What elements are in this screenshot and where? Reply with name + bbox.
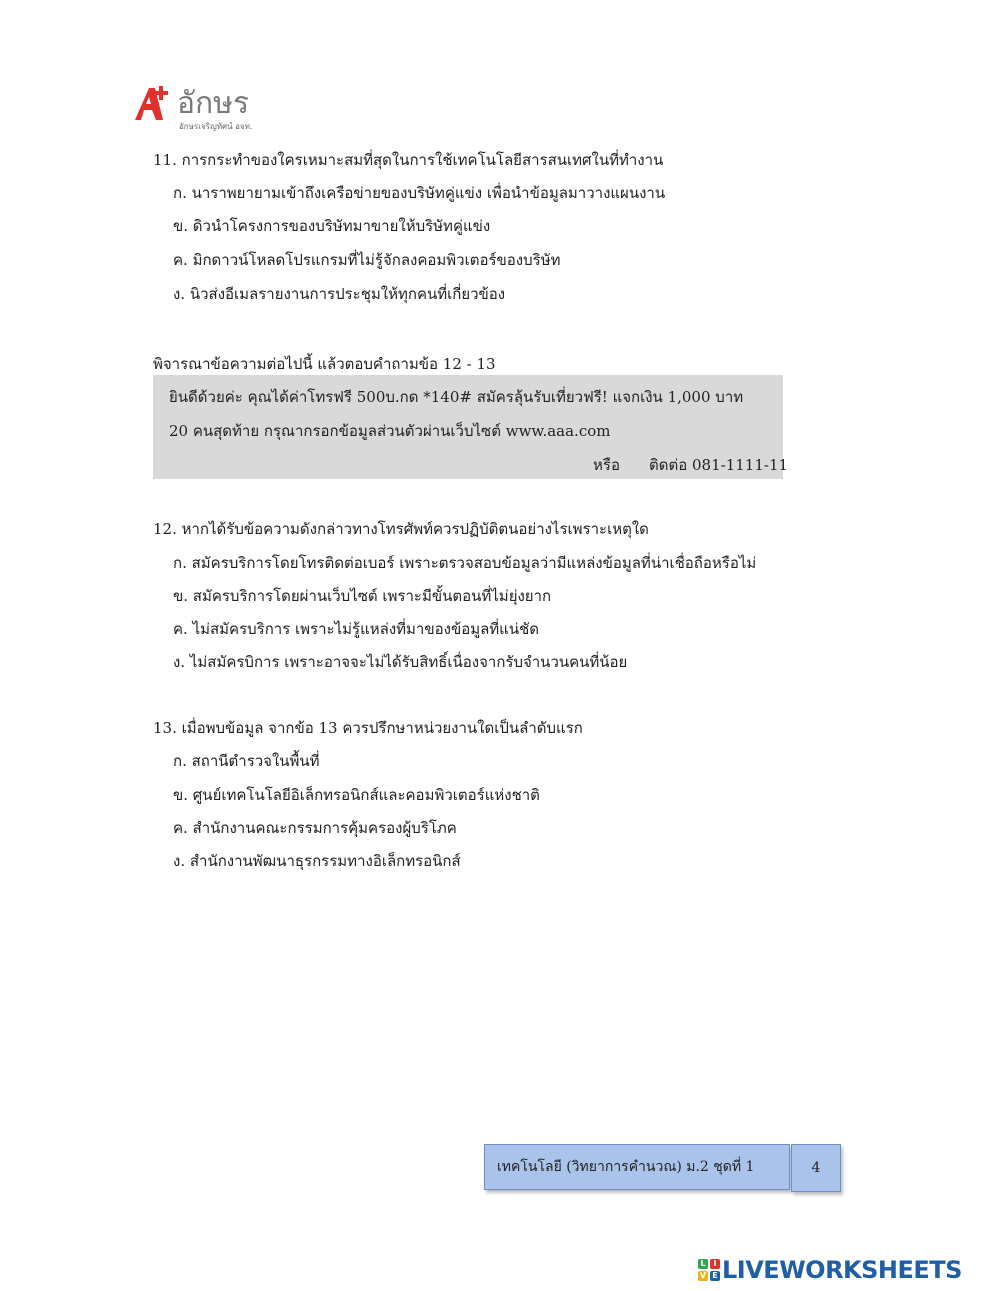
q11-option-d: ง. นิวส่งอีเมลรายงานการประชุมให้ทุกคนที่เกี่ยวข้อง [173, 285, 506, 303]
q12-option-c: ค. ไม่สมัครบริการ เพราะไม่รู้แหล่งที่มาของข้อมูลที่แน่ชัด [173, 620, 540, 638]
message-or: หรือ [593, 456, 620, 474]
question-12: 12. หากได้รับข้อความดังกล่าวทางโทรศัพท์ควรปฏิบัติตนอย่างไรเพราะเหตุใด [153, 520, 649, 538]
message-line-1: ยินดีด้วยค่ะ คุณได้ค่าโทรฟรี 500บ.กด *140# สมัครลุ้นรับเที่ยวฟรี! แจกเงิน 1,000 บาท [169, 388, 744, 406]
q12-option-a: ก. สมัครบริการโดยโทรติดต่อเบอร์ เพราะตรวจสอบข้อมูลว่ามีแหล่งข้อมูลที่น่าเชื่อถือหรือไม่ [173, 554, 757, 572]
page-number-box [791, 1144, 841, 1192]
q13-option-b: ข. ศูนย์เทคโนโลยีอิเล็กทรอนิกส์และคอมพิวเตอร์แห่งชาติ [173, 786, 540, 804]
liveworksheets-brand[interactable] [698, 1256, 962, 1284]
page-number: 4 [811, 1160, 821, 1176]
course-label-box [484, 1144, 790, 1190]
message-box [153, 375, 789, 479]
logo-subtitle: อักษรเจริญทัศน์ อจท. [179, 122, 253, 131]
liveworksheets-icon: L I V E [698, 1259, 720, 1281]
q11-option-c: ค. มิกดาวน์โหลดโปรแกรมที่ไม่รู้จักลงคอมพิวเตอร์ของบริษัท [173, 251, 561, 269]
q13-option-d: ง. สำนักงานพัฒนาธุรกรรมทางอิเล็กทรอนิกส์ [173, 852, 461, 870]
message-line-2: 20 คนสุดท้าย กรุณากรอกข้อมูลส่วนตัวผ่านเว็บไซต์ www.aaa.com [169, 422, 611, 440]
q12-option-d: ง. ไม่สมัครบิการ เพราะอาจจะไม่ได้รับสิทธิ์เนื่องจากรับจำนวนคนที่น้อย [173, 653, 628, 671]
q13-option-c: ค. สำนักงานคณะกรรมการคุ้มครองผู้บริโภค [173, 819, 457, 837]
course-label: เทคโนโลยี (วิทยาการคำนวณ) ม.2 ชุดที่ 1 [497, 1159, 755, 1175]
passage-intro: พิจารณาข้อความต่อไปนี้ แล้วตอบคำถามข้อ 12 - 13 [153, 355, 496, 373]
publisher-logo [133, 78, 283, 136]
question-13: 13. เมื่อพบข้อมูล จากข้อ 13 ควรปรึกษาหน่วยงานใดเป็นลำดับแรก [153, 719, 583, 737]
a-plus-logo-icon [133, 82, 173, 122]
logo-text: อักษร [177, 86, 250, 121]
q12-option-b: ข. สมัครบริการโดยผ่านเว็บไซต์ เพราะมีขั้นตอนที่ไม่ยุ่งยาก [173, 587, 552, 605]
q11-option-a: ก. นาราพยายามเข้าถึงเครือข่ายของบริษัทคู่แข่ง เพื่อนำข้อมูลมาวางแผนงาน [173, 184, 666, 202]
q11-option-b: ข. ดิวนำโครงการของบริษัทมาขายให้บริษัทคู่แข่ง [173, 217, 491, 235]
message-contact: ติดต่อ 081-1111-11 [649, 456, 789, 474]
question-11: 11. การกระทำของใครเหมาะสมที่สุดในการใช้เทคโนโลยีสารสนเทศในที่ทำงาน [153, 151, 664, 169]
liveworksheets-wordmark: LIVEWORKSHEETS [722, 1256, 962, 1284]
q13-option-a: ก. สถานีตำรวจในพื้นที่ [173, 752, 320, 770]
